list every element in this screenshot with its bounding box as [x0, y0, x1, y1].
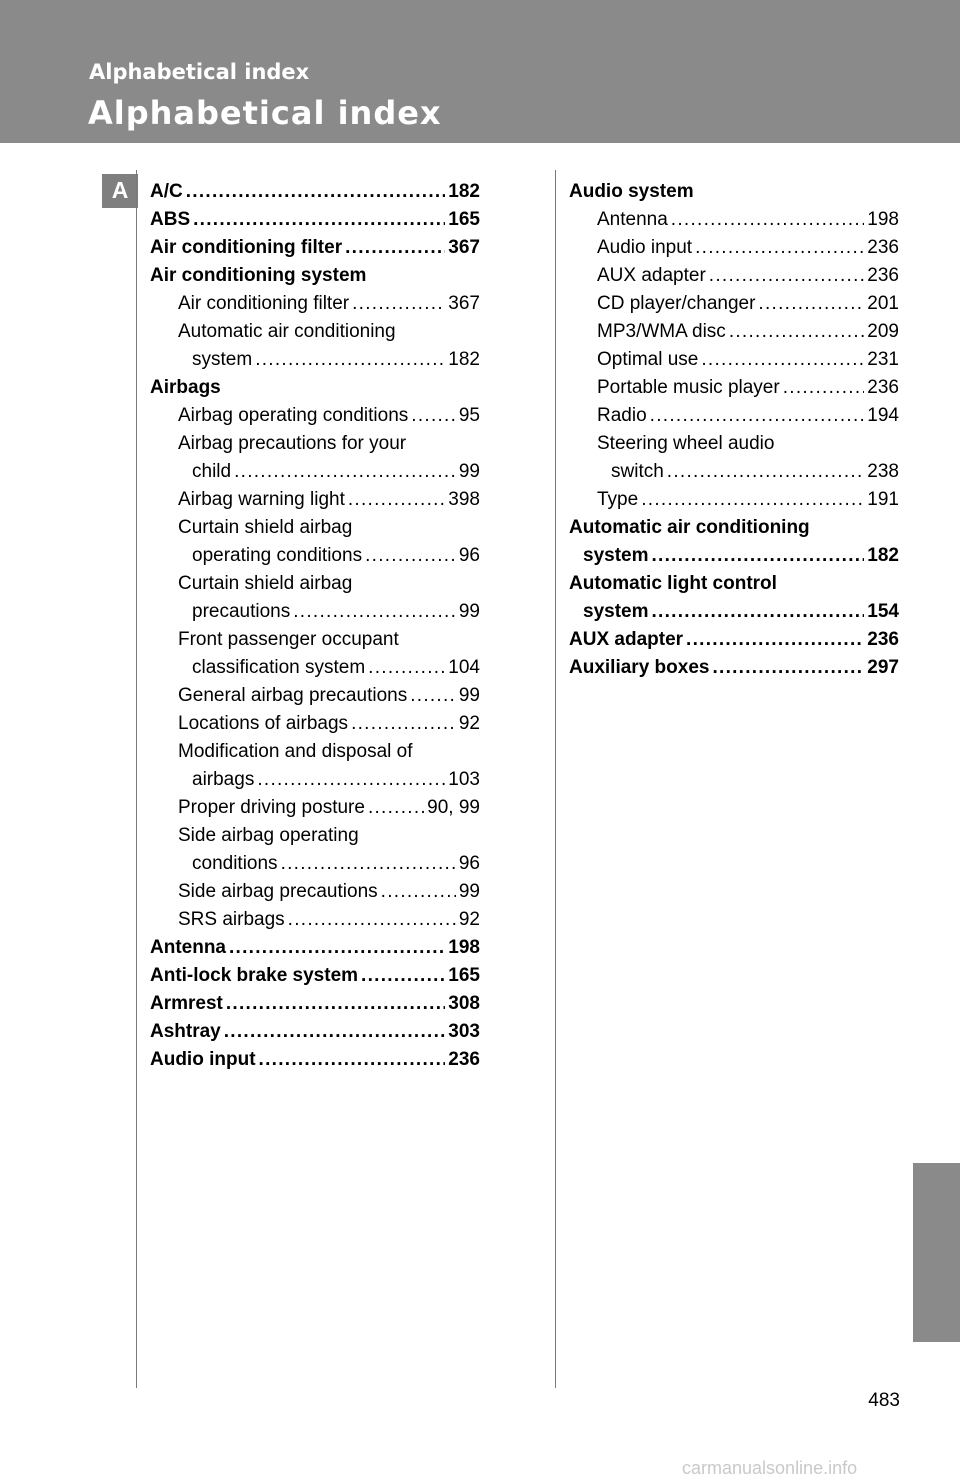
index-entry [150, 290, 480, 318]
dot-leader [368, 794, 424, 822]
index-entry-term: Type [597, 489, 639, 510]
index-entry-page: 92 [458, 909, 480, 930]
index-entry [569, 542, 899, 570]
index-entry [150, 1046, 480, 1074]
dot-leader [695, 234, 864, 262]
index-entry-term: Side airbag precautions [178, 881, 378, 902]
index-entry [150, 878, 480, 906]
dot-leader [701, 346, 864, 374]
index-entry-term: child [192, 461, 232, 482]
index-entry-page: 238 [867, 461, 899, 482]
index-column-1 [150, 178, 480, 1074]
index-entry [150, 1018, 480, 1046]
dot-leader [234, 458, 456, 486]
index-entry-term: Ashtray [150, 1021, 221, 1042]
index-entry-page: 367 [448, 293, 480, 314]
index-entry-page: 182 [867, 545, 899, 566]
index-entry [569, 234, 899, 262]
index-entry [569, 514, 899, 542]
index-entry-page: 191 [867, 489, 899, 510]
index-entry [569, 654, 899, 682]
index-entry [569, 458, 899, 486]
index-entry-term: Portable music player [597, 377, 780, 398]
index-entry [150, 738, 480, 766]
index-entry-page: 165 [448, 965, 480, 986]
index-entry-term: airbags [192, 769, 255, 790]
index-entry [569, 430, 899, 458]
dot-leader [641, 486, 864, 514]
index-entry-term: MP3/WMA disc [597, 321, 726, 342]
dot-leader [758, 290, 864, 318]
index-entry-term: Curtain shield airbag [178, 517, 353, 538]
index-entry-term: Airbag operating conditions [178, 405, 409, 426]
index-entry-term: Airbag precautions for your [178, 433, 407, 454]
column-divider-left [136, 170, 137, 1388]
index-entry-page: 194 [867, 405, 899, 426]
index-entry-page: 198 [867, 209, 899, 230]
dot-leader [729, 318, 864, 346]
dot-leader [259, 1046, 446, 1074]
index-entry [150, 962, 480, 990]
index-entry-page: 198 [448, 937, 480, 958]
index-entry [150, 906, 480, 934]
dot-leader [667, 458, 865, 486]
index-entry [150, 682, 480, 710]
index-entry-term: Curtain shield airbag [178, 573, 353, 594]
page-number: 483 [868, 1390, 900, 1411]
index-entry-page: 201 [867, 293, 899, 314]
index-entry-page: 297 [867, 657, 899, 678]
index-letter-tab: A [102, 174, 138, 208]
index-entry-term: system [583, 601, 649, 622]
index-entry [150, 318, 480, 346]
column-divider-middle [555, 170, 556, 1388]
index-entry [150, 402, 480, 430]
dot-leader [783, 374, 865, 402]
index-entry [150, 626, 480, 654]
dot-leader [712, 654, 864, 682]
dot-leader [368, 654, 445, 682]
index-entry-term: precautions [192, 601, 291, 622]
index-entry [150, 262, 480, 290]
dot-leader [352, 290, 445, 318]
index-entry-term: system [583, 545, 649, 566]
index-entry-term: Audio input [597, 237, 693, 258]
index-entry-term: General airbag precautions [178, 685, 408, 706]
page-header [0, 0, 960, 143]
index-entry-term: system [192, 349, 253, 370]
index-entry-page: 398 [448, 489, 480, 510]
header-section-title: Alphabetical index [89, 60, 310, 84]
index-column-2 [569, 178, 899, 682]
dot-leader [224, 1018, 446, 1046]
dot-leader [686, 626, 864, 654]
index-entry [150, 234, 480, 262]
index-entry [150, 850, 480, 878]
index-entry-page: 182 [448, 181, 480, 202]
dot-leader [345, 234, 445, 262]
index-entry [150, 542, 480, 570]
index-entry [150, 206, 480, 234]
index-entry-page: 90, 99 [427, 797, 480, 818]
chapter-side-tab [913, 1163, 960, 1342]
index-entry-term: Modification and disposal of [178, 741, 413, 762]
index-entry-term: Side airbag operating [178, 825, 359, 846]
index-entry-page: 236 [448, 1049, 480, 1070]
index-entry-page: 165 [448, 209, 480, 230]
index-entry-page: 231 [867, 349, 899, 370]
dot-leader [671, 206, 865, 234]
index-entry [150, 654, 480, 682]
index-entry-term: Air conditioning filter [178, 293, 350, 314]
page-title: Alphabetical index [88, 94, 442, 132]
index-entry-term: Air conditioning filter [150, 237, 343, 258]
index-entry [150, 934, 480, 962]
index-entry [569, 178, 899, 206]
index-entry-page: 236 [867, 377, 899, 398]
dot-leader [348, 486, 445, 514]
index-entry-term: AUX adapter [569, 629, 684, 650]
index-entry-page: 96 [458, 853, 480, 874]
index-entry-term: Proper driving posture [178, 797, 365, 818]
index-entry-term: Airbags [150, 377, 221, 398]
dot-leader [709, 262, 865, 290]
index-entry [569, 570, 899, 598]
index-entry-page: 303 [448, 1021, 480, 1042]
index-entry-page: 182 [448, 349, 480, 370]
index-entry-term: operating conditions [192, 545, 363, 566]
index-entry [150, 486, 480, 514]
index-entry-term: CD player/changer [597, 293, 756, 314]
index-entry [150, 822, 480, 850]
index-entry-term: A/C [150, 181, 183, 202]
dot-leader [229, 934, 445, 962]
index-entry-term: Front passenger occupant [178, 629, 399, 650]
index-entry-page: 92 [458, 713, 480, 734]
index-entry-page: 99 [458, 461, 480, 482]
index-entry-page: 99 [458, 881, 480, 902]
index-entry-term: Antenna [150, 937, 226, 958]
dot-leader [411, 402, 456, 430]
index-entry [569, 374, 899, 402]
dot-leader [288, 906, 456, 934]
index-entry-term: Airbag warning light [178, 489, 345, 510]
index-entry [150, 794, 480, 822]
index-entry-page: 95 [458, 405, 480, 426]
index-entry-page: 308 [448, 993, 480, 1014]
dot-leader [381, 878, 456, 906]
index-entry [150, 570, 480, 598]
index-entry [150, 178, 480, 206]
index-entry-page: 154 [867, 601, 899, 622]
index-entry [150, 598, 480, 626]
dot-leader [652, 598, 865, 626]
dot-leader [186, 178, 446, 206]
index-entry-page: 96 [458, 545, 480, 566]
index-entry [569, 262, 899, 290]
dot-leader [365, 542, 456, 570]
dot-leader [193, 206, 445, 234]
index-entry [569, 206, 899, 234]
watermark: carmanualsonline.info [682, 1458, 858, 1478]
index-entry-term: Steering wheel audio [597, 433, 775, 454]
index-entry [569, 318, 899, 346]
index-entry-term: Automatic light control [569, 573, 777, 594]
index-entry-term: Audio input [150, 1049, 256, 1070]
dot-leader [281, 850, 456, 878]
index-entry-page: 99 [458, 601, 480, 622]
index-entry [569, 290, 899, 318]
index-entry [150, 766, 480, 794]
index-entry-term: Optimal use [597, 349, 699, 370]
index-entry [569, 626, 899, 654]
index-entry-term: Air conditioning system [150, 265, 367, 286]
index-entry-page: 236 [867, 237, 899, 258]
index-entry-term: ABS [150, 209, 191, 230]
index-entry [569, 486, 899, 514]
index-entry-page: 103 [448, 769, 480, 790]
index-entry-term: Radio [597, 405, 647, 426]
index-entry-term: Auxiliary boxes [569, 657, 710, 678]
dot-leader [351, 710, 456, 738]
dot-leader [255, 346, 445, 374]
dot-leader [410, 682, 456, 710]
index-entry [150, 990, 480, 1018]
index-entry-term: Antenna [597, 209, 668, 230]
index-entry [569, 402, 899, 430]
index-entry-term: AUX adapter [597, 265, 706, 286]
dot-leader [293, 598, 456, 626]
index-entry-term: Locations of airbags [178, 713, 349, 734]
index-entry [150, 710, 480, 738]
index-entry [150, 458, 480, 486]
index-entry [150, 430, 480, 458]
index-entry-page: 236 [867, 629, 899, 650]
index-entry [150, 374, 480, 402]
index-entry [150, 514, 480, 542]
index-entry [569, 346, 899, 374]
dot-leader [226, 990, 445, 1018]
index-entry-term: Automatic air conditioning [569, 517, 810, 538]
dot-leader [361, 962, 445, 990]
index-entry-term: Automatic air conditioning [178, 321, 396, 342]
dot-leader [652, 542, 865, 570]
index-entry-page: 367 [448, 237, 480, 258]
index-entry-term: SRS airbags [178, 909, 285, 930]
index-entry-term: conditions [192, 853, 278, 874]
dot-leader [650, 402, 865, 430]
index-entry [569, 598, 899, 626]
index-entry-page: 104 [448, 657, 480, 678]
index-entry-term: Audio system [569, 181, 694, 202]
index-entry-page: 99 [458, 685, 480, 706]
index-entry-term: switch [611, 461, 664, 482]
dot-leader [257, 766, 445, 794]
index-entry-term: Armrest [150, 993, 223, 1014]
index-entry-term: classification system [192, 657, 366, 678]
index-entry [150, 346, 480, 374]
index-entry-page: 236 [867, 265, 899, 286]
index-entry-term: Anti-lock brake system [150, 965, 359, 986]
index-entry-page: 209 [867, 321, 899, 342]
